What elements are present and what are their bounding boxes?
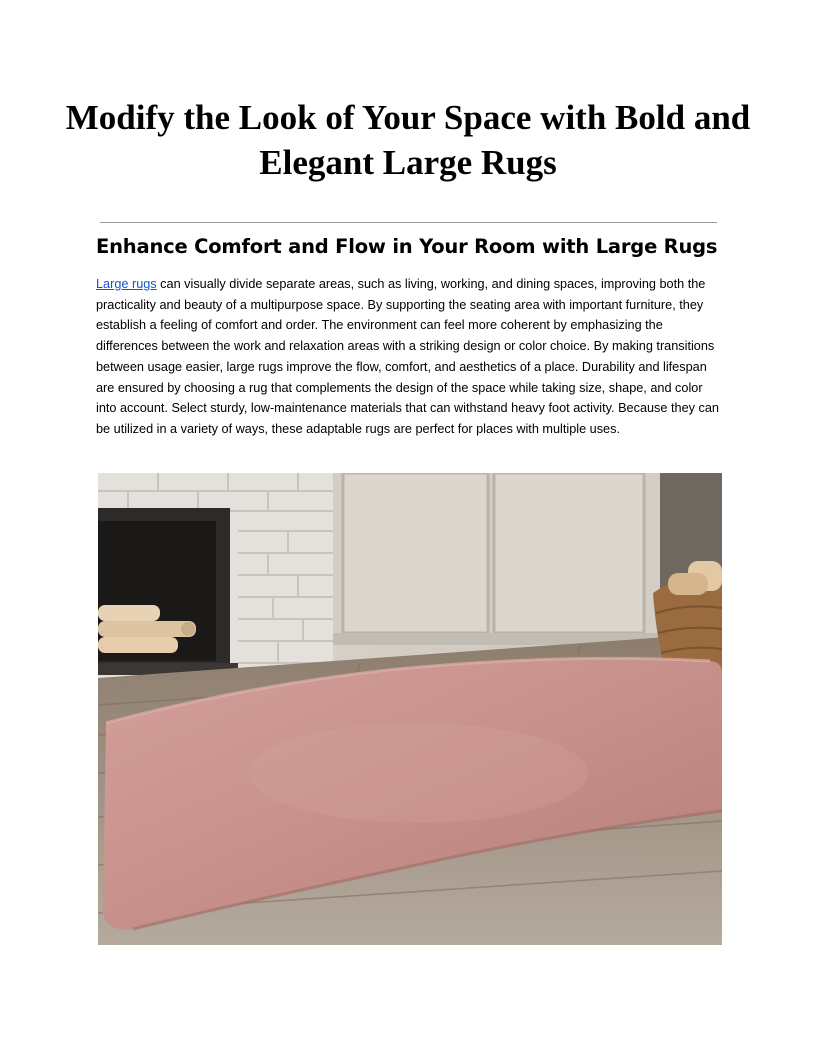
section-heading: Enhance Comfort and Flow in Your Room with Large Rugs — [96, 235, 718, 258]
brick-fireplace — [98, 473, 333, 683]
body-paragraph-text: can visually divide separate areas, such as living, working, and dining spaces, improving both the practicality and beauty of a multipurpose space. By supporting the seating area with important furniture, they establish a feeling of comfort and order. The environment can feel more coherent by emphasizing the differences between the work and relaxation areas with a striking design or color choice. By making transitions between usage easier, large rugs improve the flow, comfort, and aesthetics of a place. Durability and lifespan are ensured by choosing a rug that complements the design of the space while taking size, shape, and color into account. Select sturdy, low-maintenance materials that can withstand heavy foot activity. Because they can be utilized in a variety of ways, these adaptable rugs are perfect for places with multiple uses. — [96, 277, 719, 436]
rug-photo — [98, 473, 722, 945]
cabinet — [330, 473, 660, 645]
large-rugs-link[interactable]: Large rugs — [96, 277, 157, 291]
horizontal-divider — [100, 222, 717, 223]
page-title: Modify the Look of Your Space with Bold and Elegant Large Rugs — [65, 98, 751, 182]
body-paragraph — [96, 274, 720, 440]
